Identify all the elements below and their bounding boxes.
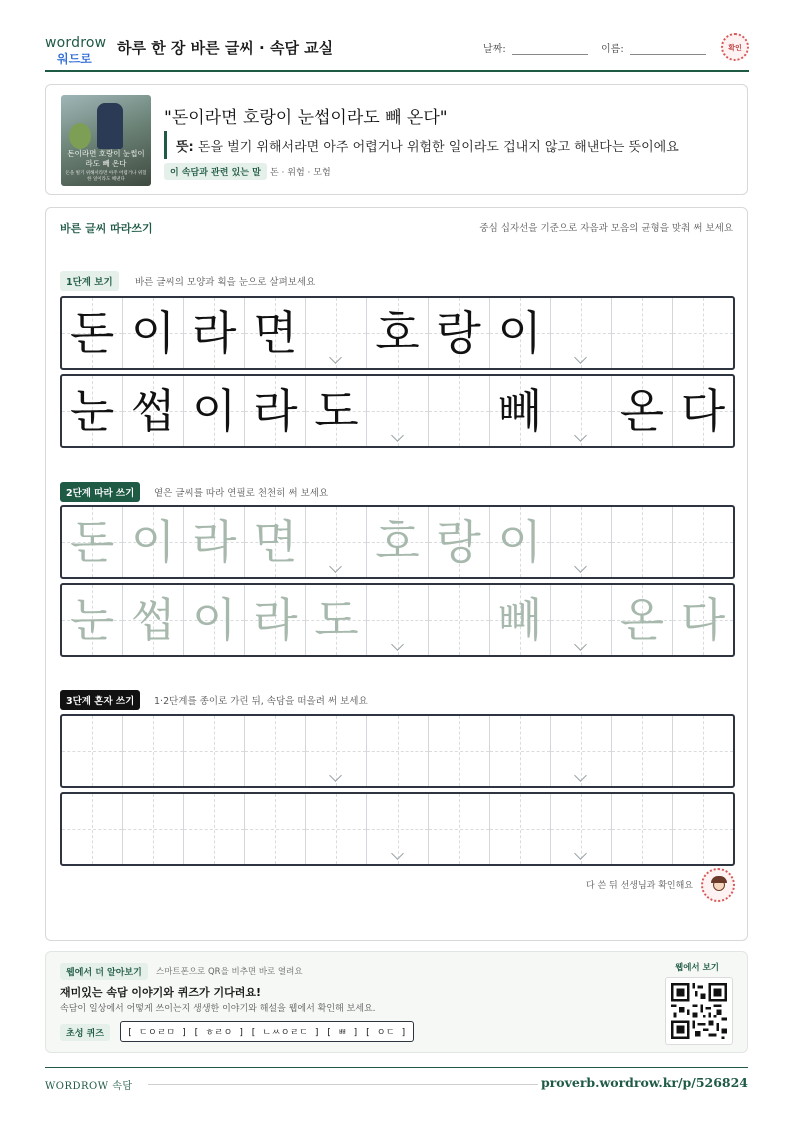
person-shape bbox=[97, 103, 123, 149]
grid-character: 다 bbox=[680, 593, 726, 647]
writing-cell bbox=[673, 298, 733, 368]
promo-description: 속담이 일상에서 어떻게 쓰이는지 생생한 이야기와 해설을 웹에서 확인해 보세요. bbox=[60, 1004, 376, 1014]
step1-desc: 바른 글씨의 모양과 획을 눈으로 살펴보세요 bbox=[135, 277, 316, 288]
writing-cell bbox=[367, 376, 428, 446]
grid-cells bbox=[62, 716, 733, 786]
space-mark-icon bbox=[391, 638, 404, 651]
promo-title: 재미있는 속담 이야기와 퀴즈가 기다려요! bbox=[60, 986, 261, 999]
writing-cell[interactable] bbox=[429, 507, 490, 577]
writing-cell[interactable] bbox=[429, 585, 490, 655]
grid-character: 돈 bbox=[69, 306, 115, 360]
step1-label: 1단계 보기 bbox=[60, 271, 119, 291]
space-mark-icon bbox=[391, 847, 404, 860]
grid-cells bbox=[62, 376, 733, 446]
writing-cell[interactable] bbox=[306, 716, 367, 786]
teacher-stamp-icon bbox=[701, 868, 735, 902]
space-mark-icon bbox=[330, 560, 343, 573]
practice-title: 바른 글씨 따라쓰기 bbox=[60, 222, 153, 235]
step3-label: 3단계 혼자 쓰기 bbox=[60, 690, 140, 710]
writing-cell[interactable] bbox=[184, 716, 245, 786]
space-mark-icon bbox=[574, 638, 587, 651]
grid-character: 이 bbox=[130, 515, 176, 569]
writing-cell[interactable] bbox=[306, 794, 367, 864]
grid-character: 이 bbox=[497, 306, 542, 360]
grid-character: 도 bbox=[314, 593, 359, 647]
qr-code-icon bbox=[671, 983, 727, 1039]
meaning-accent-bar bbox=[164, 131, 167, 159]
proverb-meaning bbox=[176, 136, 679, 155]
grid-character: 이 bbox=[192, 384, 237, 438]
writing-cell[interactable] bbox=[429, 716, 490, 786]
grid-character: 라 bbox=[253, 593, 298, 647]
grid-character: 이 bbox=[497, 515, 542, 569]
name-label: 이름: bbox=[601, 44, 624, 55]
writing-cell bbox=[62, 298, 123, 368]
writing-cell[interactable] bbox=[673, 716, 733, 786]
writing-cell[interactable] bbox=[245, 585, 306, 655]
writing-cell[interactable] bbox=[490, 794, 551, 864]
grid-character: 라 bbox=[192, 306, 237, 360]
teacher-check-text: 다 쓴 뒤 선생님과 확인해요 bbox=[585, 881, 693, 891]
writing-cell[interactable] bbox=[184, 585, 245, 655]
writing-cell[interactable] bbox=[551, 585, 612, 655]
writing-cell bbox=[245, 376, 306, 446]
writing-cell bbox=[673, 376, 733, 446]
name-line[interactable] bbox=[630, 43, 706, 55]
writing-cell[interactable] bbox=[551, 794, 612, 864]
date-line[interactable] bbox=[512, 43, 588, 55]
writing-cell[interactable] bbox=[612, 716, 673, 786]
grid-character: 빼 bbox=[497, 384, 542, 438]
writing-cell[interactable] bbox=[673, 507, 733, 577]
step2-label: 2단계 따라 쓰기 bbox=[60, 482, 140, 502]
proverb-title: "돈이라면 호랑이 눈썹이라도 빼 온다" bbox=[164, 108, 448, 128]
grid-character: 눈 bbox=[69, 384, 115, 438]
qr-label: 웹에서 보기 bbox=[674, 963, 719, 973]
teacher-hair bbox=[711, 876, 727, 883]
related-badge: 이 속담과 관련 있는 말 bbox=[164, 163, 267, 180]
step3-row1[interactable] bbox=[60, 714, 735, 788]
grid-character: 도 bbox=[314, 384, 359, 438]
illustration-caption: 돈이라면 호랑이 눈썹이라도 빼 온다 bbox=[67, 149, 145, 168]
grid-character: 눈 bbox=[69, 593, 115, 647]
space-mark-icon bbox=[391, 429, 404, 442]
writing-cell[interactable] bbox=[123, 507, 184, 577]
writing-cell[interactable] bbox=[490, 716, 551, 786]
meaning-label: 뜻: bbox=[176, 140, 194, 155]
writing-cell[interactable] bbox=[245, 507, 306, 577]
writing-cell[interactable] bbox=[123, 794, 184, 864]
step2-row2[interactable] bbox=[60, 583, 735, 657]
writing-cell[interactable] bbox=[367, 716, 428, 786]
grid-character: 면 bbox=[253, 306, 298, 360]
writing-cell bbox=[367, 298, 428, 368]
practice-section bbox=[45, 207, 748, 941]
writing-cell[interactable] bbox=[62, 716, 123, 786]
writing-cell bbox=[551, 298, 612, 368]
writing-cell bbox=[612, 376, 673, 446]
grid-character: 이 bbox=[130, 306, 176, 360]
grid-character: 썹 bbox=[130, 593, 176, 647]
grid-character: 빼 bbox=[497, 593, 542, 647]
writing-cell bbox=[123, 298, 184, 368]
space-mark-icon bbox=[574, 560, 587, 573]
writing-cell[interactable] bbox=[490, 507, 551, 577]
writing-cell[interactable] bbox=[62, 585, 123, 655]
wordrow-logo: wordrow 워드로 bbox=[45, 35, 107, 66]
writing-cell[interactable] bbox=[367, 794, 428, 864]
footer-divider bbox=[45, 1067, 748, 1068]
writing-cell[interactable] bbox=[306, 507, 367, 577]
name-field[interactable] bbox=[601, 40, 706, 55]
writing-cell bbox=[551, 376, 612, 446]
grid-character: 면 bbox=[253, 515, 298, 569]
writing-cell[interactable] bbox=[612, 794, 673, 864]
writing-cell[interactable] bbox=[367, 507, 428, 577]
space-mark-icon bbox=[330, 351, 343, 364]
plant-shape bbox=[69, 123, 91, 149]
page-header bbox=[45, 30, 749, 72]
grid-cells bbox=[62, 794, 733, 864]
grid-character: 랑 bbox=[436, 306, 481, 360]
grid-character: 호 bbox=[375, 515, 420, 569]
space-mark-icon bbox=[574, 847, 587, 860]
writing-cell bbox=[184, 298, 245, 368]
space-mark-icon bbox=[574, 769, 587, 782]
writing-cell[interactable] bbox=[612, 507, 673, 577]
writing-cell[interactable] bbox=[184, 794, 245, 864]
grid-character: 썹 bbox=[130, 384, 176, 438]
step2-desc: 옅은 글씨를 따라 연필로 천천히 써 보세요 bbox=[154, 488, 329, 499]
related-words: 돈 · 위험 · 모험 bbox=[270, 168, 331, 178]
writing-cell[interactable] bbox=[123, 585, 184, 655]
proverb-illustration bbox=[61, 95, 151, 186]
writing-cell bbox=[612, 298, 673, 368]
illustration-subcaption: 돈을 벌기 위해서라면 아주 어렵거나 위험한 일이라도 해낸다 bbox=[65, 171, 147, 182]
check-stamp: 확인 bbox=[721, 33, 749, 61]
writing-cell bbox=[490, 376, 551, 446]
writing-cell[interactable] bbox=[245, 716, 306, 786]
web-promo-box bbox=[45, 951, 748, 1053]
date-field[interactable] bbox=[483, 40, 588, 55]
web-more-badge: 웹에서 더 알아보기 bbox=[60, 963, 148, 980]
step3-desc: 1·2단계를 종이로 가린 뒤, 속담을 떠올려 써 보세요 bbox=[154, 696, 368, 707]
writing-cell[interactable] bbox=[245, 794, 306, 864]
grid-cells bbox=[62, 585, 733, 655]
writing-cell[interactable] bbox=[551, 716, 612, 786]
qr-code[interactable] bbox=[665, 977, 733, 1045]
writing-cell bbox=[123, 376, 184, 446]
chosung-quiz: [ ㄷㅇㄹㅁ ] [ ㅎㄹㅇ ] [ ㄴㅆㅇㄹㄷ ] [ ㅃ ] [ ㅇㄷ ] bbox=[120, 1021, 414, 1042]
grid-character: 온 bbox=[619, 593, 665, 647]
writing-cell bbox=[62, 376, 123, 446]
grid-character: 다 bbox=[680, 384, 726, 438]
grid-cells bbox=[62, 298, 733, 368]
grid-character: 이 bbox=[192, 593, 237, 647]
grid-character: 온 bbox=[619, 384, 665, 438]
writing-cell[interactable] bbox=[612, 585, 673, 655]
writing-cell[interactable] bbox=[551, 507, 612, 577]
step2-row1[interactable] bbox=[60, 505, 735, 579]
writing-cell bbox=[429, 298, 490, 368]
step3-row2[interactable] bbox=[60, 792, 735, 866]
proverb-card bbox=[45, 84, 748, 195]
step1-row2 bbox=[60, 374, 735, 448]
worksheet-title: 하루 한 장 바른 글씨 · 속담 교실 bbox=[117, 39, 334, 57]
writing-cell[interactable] bbox=[62, 507, 123, 577]
writing-cell bbox=[306, 298, 367, 368]
date-label: 날짜: bbox=[483, 44, 506, 55]
grid-character: 라 bbox=[192, 515, 237, 569]
grid-character: 호 bbox=[375, 306, 420, 360]
footer-rule bbox=[148, 1084, 538, 1085]
grid-character: 돈 bbox=[69, 515, 115, 569]
grid-character: 라 bbox=[253, 384, 298, 438]
writing-cell[interactable] bbox=[673, 585, 733, 655]
grid-cells bbox=[62, 507, 733, 577]
grid-character: 랑 bbox=[436, 515, 481, 569]
step1-row1 bbox=[60, 296, 735, 370]
writing-cell[interactable] bbox=[306, 585, 367, 655]
footer-brand: WORDROW 속담 bbox=[45, 1081, 133, 1092]
writing-cell bbox=[490, 298, 551, 368]
practice-hint: 중심 십자선을 기준으로 자음과 모음의 균형을 맞춰 써 보세요 bbox=[479, 223, 733, 234]
quiz-label: 초성 퀴즈 bbox=[60, 1024, 110, 1041]
space-mark-icon bbox=[574, 351, 587, 364]
writing-cell[interactable] bbox=[429, 794, 490, 864]
writing-cell bbox=[245, 298, 306, 368]
space-mark-icon bbox=[330, 769, 343, 782]
writing-cell[interactable] bbox=[123, 716, 184, 786]
writing-cell bbox=[306, 376, 367, 446]
meaning-text: 돈을 벌기 위해서라면 아주 어렵거나 위험한 일이라도 겁내지 않고 해낸다는 뜻이에요 bbox=[197, 140, 679, 155]
writing-cell[interactable] bbox=[62, 794, 123, 864]
writing-cell[interactable] bbox=[490, 585, 551, 655]
writing-cell[interactable] bbox=[367, 585, 428, 655]
space-mark-icon bbox=[574, 429, 587, 442]
writing-cell bbox=[429, 376, 490, 446]
footer-url[interactable]: proverb.wordrow.kr/p/526824 bbox=[540, 1075, 748, 1090]
writing-cell[interactable] bbox=[673, 794, 733, 864]
writing-cell bbox=[184, 376, 245, 446]
qr-instruction: 스마트폰으로 QR을 비추면 바로 열려요 bbox=[156, 967, 303, 977]
writing-cell[interactable] bbox=[184, 507, 245, 577]
